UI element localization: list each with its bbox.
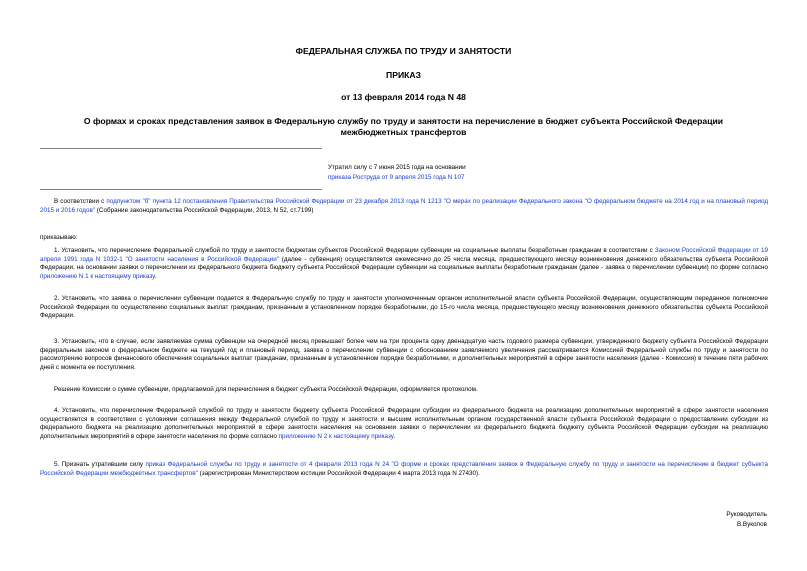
divider-bottom	[40, 189, 322, 190]
paragraph-1-text-2: (далее - субвенция) осуществляется ежемесячно до 25 числа месяца, предшествующего месяцу возникновения денежного обязательства субъекта Российской Федерации, на основании заявки о перечислении из федерального бюджета бюджету субъекта Российской Федерации субвенции на социальные выплаты безработным гражданам (далее - заявка о перечислении субвенции) по форме согласно	[40, 255, 769, 272]
repealed-order-link[interactable]: приказ Федеральной службы по труду и занятости от 4 февраля 2013 года N 24 "О форме и сроках представления заявок в Федеральную службу по труду и занятости на перечисление в бюджет субъекта Российской Федерации межбюджетных трансфертов"	[40, 461, 768, 477]
signatory-name: В.Вуколов	[736, 521, 767, 528]
preamble-text-2: (Собрание законодательства Российской Федерации, 2013, N 52, ст.7199)	[95, 206, 314, 214]
employment-law-link[interactable]: Законом Российской Федерации от 19 апреля 1991 года N 1032-1 "О занятости населения в Российской Федерации"	[40, 247, 768, 263]
paragraph-5-text-2: (зарегистрирован Министерством юстиции Российской Федерации 4 марта 2013 года N 27430).	[197, 469, 480, 477]
signature-block	[726, 510, 767, 530]
status-note	[328, 163, 728, 183]
status-note-link[interactable]: приказа Роструда от 9 апреля 2015 года N 107	[328, 174, 465, 181]
preamble-decree-link[interactable]: подпунктом "б" пункта 12 постановления Правительства Российской Федерации от 23 декабря 2013 года N 1213 "О мерах по реализации Федерального закона "О федеральном бюджете на 2014 год и на плановый период 2015 и 2016 годов"	[40, 198, 768, 214]
paragraph-5-text-1: 5. Признать утратившим силу	[54, 461, 146, 468]
paragraph-4	[40, 407, 768, 441]
paragraph-5	[40, 461, 768, 478]
paragraph-1-text-3: .	[154, 272, 157, 280]
appendix-2-link[interactable]: приложению N 2 к настоящему приказу	[278, 432, 394, 440]
agency-name: ФЕДЕРАЛЬНАЯ СЛУЖБА ПО ТРУДУ И ЗАНЯТОСТИ	[295, 46, 512, 56]
order-word: приказываю:	[40, 234, 78, 241]
paragraph-1	[40, 247, 768, 281]
paragraph-4-text-1: 4. Установить, что перечисление Федеральной службой по труду и занятости бюджету субъекта Российской Федерации субсидии из федерального бюджета на реализацию дополнительных мероприятий в сфере занятости населения осуществляется в соответствии с условиями соглашения между Федеральной службой по труду и занятости и высшим исполнительным органом государственной власти субъекта Российской Федерации о предоставлении субсидии из федерального бюджета на реализацию дополнительных мероприятий в сфере занятости населения на основании заявки о перечислении из федерального бюджета бюджету субъекта Российской Федерации субсидии на реализацию дополнительных мероприятий в сфере занятости населения по форме согласно	[40, 407, 768, 440]
paragraph-4-text-2: .	[393, 432, 396, 440]
document-type: ПРИКАЗ	[386, 70, 421, 80]
signatory-position: Руководитель	[726, 511, 767, 518]
divider-top	[40, 148, 322, 149]
preamble-text-1: В соответствии с	[54, 198, 107, 205]
paragraph-3-decision: Решение Комиссии о сумме субвенции, предлагаемой для перечисления в бюджет субъекта Российской Федерации, оформляется протоколом.	[54, 386, 478, 393]
preamble-paragraph	[40, 198, 768, 215]
document-date-number: от 13 февраля 2014 года N 48	[341, 92, 466, 102]
document-title: О формах и сроках представления заявок в Федеральную службу по труду и занятости на перечисление в бюджет субъекта Российской Федерации межбюджетных трансфертов	[83, 116, 724, 137]
paragraph-1-text-1: 1. Установить, что перечисление Федеральной службой по труду и занятости бюджетам субъектов Российской Федерации субвенции на социальные выплаты безработным гражданам в соответствии с	[54, 247, 655, 254]
status-note-text: Утратил силу с 7 июня 2015 года на основании	[328, 164, 466, 171]
paragraph-3: 3. Установить, что в случае, если заявляемая сумма субвенции на очередной месяц превышает более чем на три процента одну двенадцатую часть годового размера субвенции, утвержденного бюджету субъекта Российской Федерации федеральным законом о федеральном бюджете на текущий год и плановый период, заявка о перечислении субвенции с обоснованием заявляемого увеличения рассматривается Комиссией Федеральной службы по труду и занятости по рассмотрению вопросов финансового обеспечения социальных выплат гражданам, признанным в установленном порядке безработными, и дополнительных мероприятий в сфере занятости населения (далее - Комиссия) в течение пяти рабочих дней с момента ее поступления.	[40, 338, 768, 371]
paragraph-2: 2. Установить, что заявка о перечислении субвенции подается в Федеральную службу по труду и занятости уполномоченным органом исполнительной власти субъекта Российской Федерации, осуществляющим переданное полномочие Российской Федерации по осуществлению социальных выплат гражданам, признанным в установленном порядке безработными, до 15-го числа месяца, предшествующего месяцу возникновения денежного обязательства субъекта Российской Федерации.	[40, 295, 768, 320]
appendix-1-link[interactable]: приложению N 1 к настоящему приказу	[40, 272, 155, 280]
